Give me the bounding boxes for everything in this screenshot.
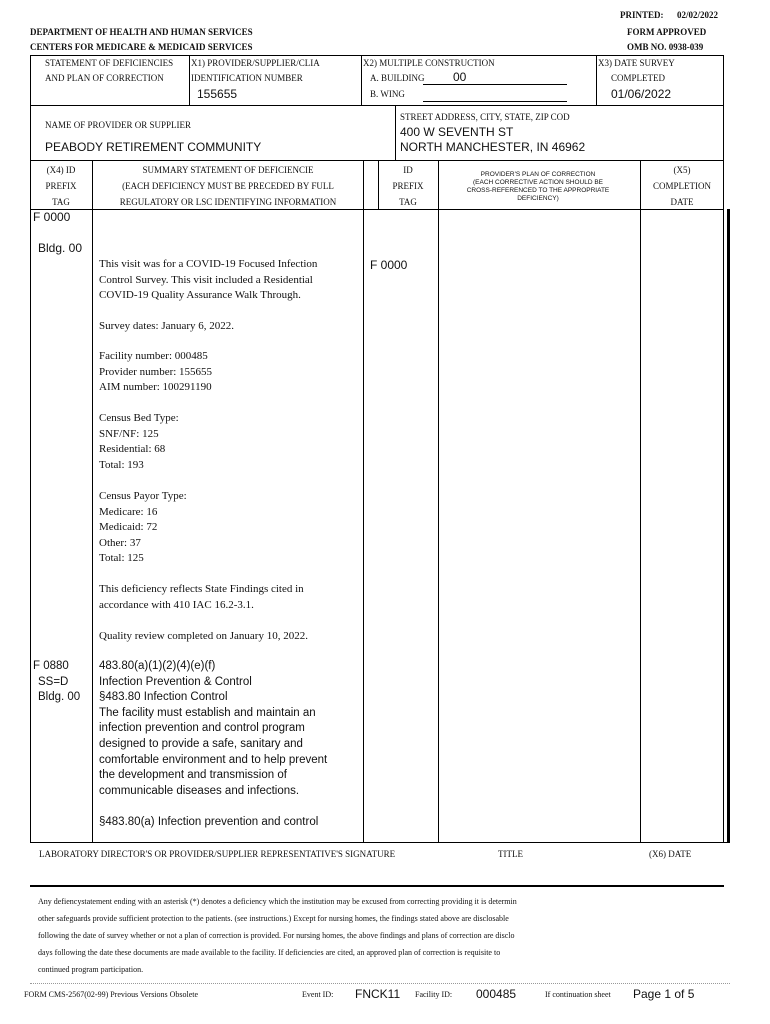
address-line-1: 400 W SEVENTH ST — [400, 125, 514, 139]
border-right-top — [723, 55, 724, 105]
text-line: SNF/NF: 125 — [99, 427, 159, 440]
divider-id-left-header — [378, 160, 379, 209]
text-line: Census Bed Type: — [99, 412, 179, 424]
building-value: 00 — [453, 70, 467, 84]
text-line: F 0880 — [33, 660, 69, 672]
text-line: The facility must establish and maintain an — [99, 706, 316, 719]
text-line: the development and transmission of — [99, 769, 287, 782]
address-label: STREET ADDRESS, CITY, STATE, ZIP COD — [400, 112, 570, 122]
text-line: days following the date these documents are made available to the facility. If deficiencies are cited, an approved plan of correction is requisite to — [38, 948, 501, 957]
x4-header-3: TAG — [52, 197, 70, 207]
text-line: following the date of survey whether or not a plan of correction is provided. For nursing homes, the above findings and plans of correction are disclo — [38, 931, 515, 940]
event-id-label: Event ID: — [302, 990, 334, 999]
text-line: continued program participation. — [38, 965, 144, 974]
text-line: comfortable environment and to help prevent — [99, 753, 328, 766]
x3-label: X3) DATE SURVEY — [598, 58, 675, 68]
text-line: infection prevention and control program — [99, 722, 305, 735]
provider-name-value: PEABODY RETIREMENT COMMUNITY — [45, 140, 262, 154]
title-label: TITLE — [498, 849, 523, 859]
text-line: This deficiency reflects State Findings cited in — [99, 583, 304, 595]
id-header-1: ID — [403, 165, 413, 175]
regulation-subheading: §483.80(a) Infection prevention and control — [99, 816, 319, 828]
x1-sublabel: IDENTIFICATION NUMBER — [191, 73, 303, 83]
border-left-provider — [30, 105, 31, 160]
building-underline — [423, 84, 567, 85]
plan-header-2: (EACH CORRECTIVE ACTION SHOULD BE — [472, 179, 604, 186]
census-bed-type — [99, 411, 179, 473]
x6-date-label: (X6) DATE — [649, 849, 692, 859]
x2-label: X2) MULTIPLE CONSTRUCTION — [363, 58, 495, 68]
page-number: Page 1 of 5 — [633, 987, 695, 1001]
signature-label: LABORATORY DIRECTOR'S OR PROVIDER/SUPPLIER REPRESENTATIVE'S SIGNATURE — [39, 849, 396, 859]
text-line: Residential: 68 — [99, 443, 166, 455]
x4-header-2: PREFIX — [45, 181, 77, 191]
printed-label: PRINTED: — [620, 10, 664, 20]
text-line: Any defiencystatement ending with an asterisk (*) denotes a deficiency which the institution may be excused from correcting providing it is determin — [38, 897, 517, 906]
divider-plan — [640, 160, 641, 842]
divider-summary — [363, 160, 364, 842]
x4-header-1: (X4) ID — [46, 165, 76, 175]
survey-date-value: 01/06/2022 — [611, 87, 672, 101]
text-line: Medicaid: 72 — [99, 521, 158, 533]
text-line: Other: 37 — [99, 536, 141, 549]
wing-underline — [423, 101, 567, 102]
text-line: This visit was for a COVID-19 Focused Infection — [99, 258, 318, 270]
address-line-2: NORTH MANCHESTER, IN 46962 — [400, 140, 586, 154]
divider-prefix — [92, 160, 93, 842]
divider-x3 — [596, 55, 597, 105]
top-border — [30, 55, 724, 56]
column-header-bottom — [30, 209, 724, 210]
top-table-bottom — [30, 105, 724, 106]
divider-id — [438, 160, 439, 842]
id-header-2: PREFIX — [392, 181, 424, 191]
plan-header-4: DEFICIENCY) — [517, 195, 559, 202]
text-line: Total: 125 — [99, 552, 144, 564]
summary-header-3: REGULATORY OR LSC IDENTIFYING INFORMATION — [119, 197, 337, 207]
bldg-tag-1: Bldg. 00 — [38, 241, 83, 255]
border-right-body — [723, 160, 724, 842]
omb-number: OMB NO. 0938-039 — [627, 42, 704, 52]
x5-header-1: (X5) — [673, 165, 691, 175]
divider-x1 — [189, 55, 190, 105]
centers-title: CENTERS FOR MEDICARE & MEDICAID SERVICES — [30, 42, 253, 52]
event-id-value: FNCK11 — [355, 987, 401, 1001]
summary-header-1: SUMMARY STATEMENT OF DEFICIENCIE — [142, 165, 314, 175]
department-title: DEPARTMENT OF HEALTH AND HUMAN SERVICES — [30, 27, 253, 37]
plan-header-1: PROVIDER'S PLAN OF CORRECTION — [480, 171, 596, 178]
facility-id-value: 000485 — [476, 987, 517, 1001]
text-line: Infection Prevention & Control — [99, 675, 252, 688]
text-line: 483.80(a)(1)(2)(4)(e)(f) — [99, 660, 216, 672]
state-findings — [99, 582, 304, 613]
border-left-body — [30, 160, 31, 842]
text-line: Provider number: 155655 — [99, 365, 213, 378]
text-line: Facility number: 000485 — [99, 350, 208, 362]
text-line: Control Survey. This visit included a Residential — [99, 273, 313, 286]
prefix-tag-f0880 — [33, 659, 80, 706]
text-line: communicable diseases and infections. — [99, 784, 300, 797]
facility-numbers — [99, 349, 212, 396]
intro-paragraph — [99, 257, 317, 304]
text-line: §483.80 Infection Control — [99, 691, 228, 704]
footer-rule — [30, 983, 730, 984]
quality-review: Quality review completed on January 10, 2022. — [99, 630, 308, 642]
right-shadow-bar — [727, 209, 730, 842]
id-tag-f0000: F 0000 — [370, 258, 408, 272]
text-line: Bldg. 00 — [38, 691, 81, 704]
printed-date: 02/02/2022 — [677, 10, 719, 20]
signature-row-bottom — [30, 885, 724, 887]
id-header-3: TAG — [399, 197, 417, 207]
text-line: other safeguards provide sufficient protection to the patients. (see instructions.) Except for nursing homes, the findings stated above are disclosable — [38, 914, 509, 923]
x3-sublabel: COMPLETED — [611, 73, 665, 83]
provider-id-value: 155655 — [197, 87, 238, 101]
x5-header-2: COMPLETION — [653, 181, 711, 191]
provider-row-bottom — [30, 160, 724, 161]
statement-label-1: STATEMENT OF DEFICIENCIES — [45, 58, 174, 68]
text-line: accordance with 410 IAC 16.2-3.1. — [99, 598, 254, 611]
building-label: A. BUILDING — [370, 73, 425, 83]
prefix-tag-f0000: F 0000 — [33, 210, 71, 224]
divider-address — [395, 105, 396, 160]
border-left-top — [30, 55, 31, 105]
text-line: Total: 193 — [99, 458, 144, 471]
text-line: Census Payor Type: — [99, 490, 187, 502]
text-line: SS=D — [38, 675, 69, 688]
x5-header-3: DATE — [670, 197, 694, 207]
survey-dates: Survey dates: January 6, 2022. — [99, 320, 235, 332]
text-line: COVID-19 Quality Assurance Walk Through. — [99, 289, 301, 301]
x1-label: X1) PROVIDER/SUPPLIER/CLIA — [191, 58, 320, 68]
provider-name-label: NAME OF PROVIDER OR SUPPLIER — [45, 120, 192, 130]
statement-label-2: AND PLAN OF CORRECTION — [45, 73, 164, 83]
form-approved: FORM APPROVED — [627, 27, 707, 37]
text-line: AIM number: 100291190 — [99, 381, 212, 393]
regulation-text — [99, 659, 327, 799]
divider-x2 — [361, 55, 362, 105]
border-right-provider — [723, 105, 724, 160]
form-number: FORM CMS-2567(02-99) Previous Versions Obsolete — [24, 990, 199, 999]
continuation-label: If continuation sheet — [545, 990, 611, 999]
text-line: designed to provide a safe, sanitary and — [99, 737, 303, 750]
summary-header-2: (EACH DEFICIENCY MUST BE PRECEDED BY FULL — [122, 181, 334, 191]
facility-id-label: Facility ID: — [415, 990, 453, 999]
body-bottom — [30, 842, 730, 843]
wing-label: B. WING — [370, 89, 405, 99]
census-payor-type — [99, 489, 187, 567]
text-line: Medicare: 16 — [99, 505, 158, 518]
plan-header-3: CROSS-REFERENCED TO THE APPROPRIATE — [466, 187, 610, 194]
disclaimer — [38, 893, 517, 978]
